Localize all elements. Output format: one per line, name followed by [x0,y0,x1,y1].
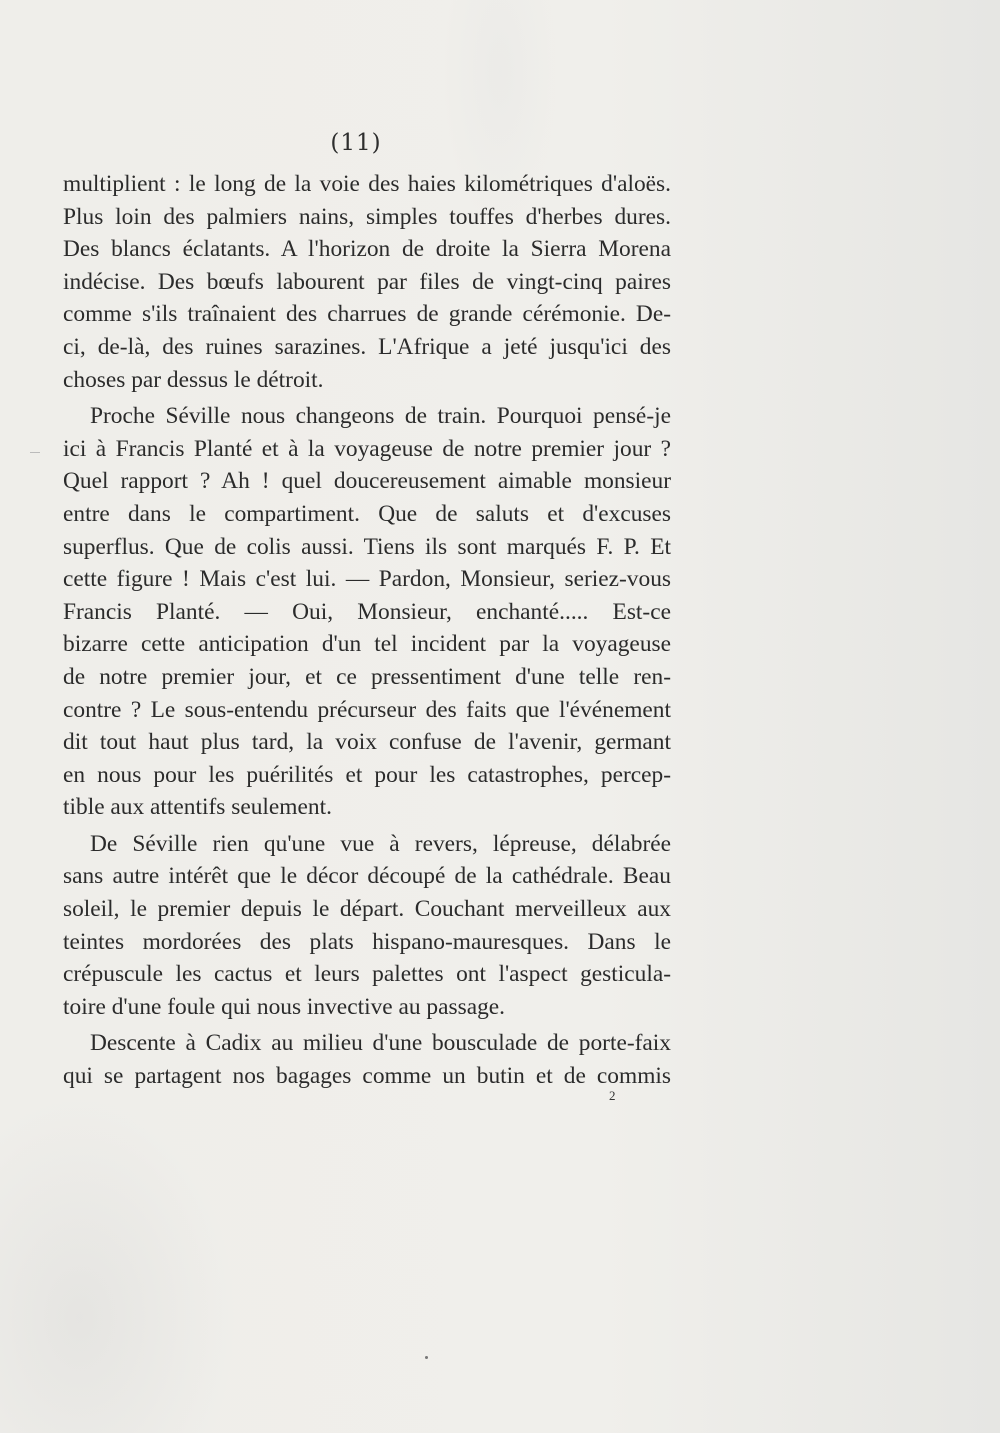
text-line: Des blancs éclatants. A l'horizon de droite la Sierra Morena [63,236,671,263]
text-line: teintes mordorées des plats hispano-mauresques. Dans le [63,928,671,955]
text-line: contre ? Le sous-entendu précurseur des faits que l'événement [63,696,671,723]
text-line: choses par dessus le détroit. [63,366,324,393]
text-line: comme s'ils traînaient des charrues de grande cérémonie. De- [63,301,671,328]
text-line: Proche Séville nous changeons de train. Pourquoi pensé-je [90,403,671,430]
paper-speck [425,1356,428,1359]
text-line: Francis Planté. — Oui, Monsieur, enchanté..... Est-ce [63,598,671,625]
text-line: Quel rapport ? Ah ! quel doucereusement aimable monsieur [63,468,671,495]
text-line: soleil, le premier depuis le départ. Couchant merveilleux aux [63,896,671,923]
margin-mark [30,452,40,453]
text-line: bizarre cette anticipation d'un tel incident par la voyageuse [63,631,671,658]
body-text [63,168,671,1093]
paragraph-3 [63,828,671,1024]
text-line: entre dans le compartiment. Que de saluts et d'excuses [63,500,671,527]
text-line: crépuscule les cactus et leurs palettes ont l'aspect gesticula- [63,961,671,988]
text-line: qui se partagent nos bagages comme un butin et de commis [63,1063,671,1090]
text-line: de notre premier jour, et ce pressentiment d'une telle ren- [63,663,671,690]
signature-mark: 2 [609,1088,616,1103]
text-line: indécise. Des bœufs labourent par files de vingt-cinq paires [63,268,671,295]
text-line: ci, de-là, des ruines sarazines. L'Afrique a jeté jusqu'ici des [63,333,671,360]
text-line: toire d'une foule qui nous invective au passage. [63,993,506,1020]
text-line: cette figure ! Mais c'est lui. — Pardon, Monsieur, seriez-vous [63,566,671,593]
text-line: ici à Francis Planté et à la voyageuse de notre premier jour ? [63,435,671,462]
text-line: multiplient : le long de la voie des haies kilométriques d'aloës. [63,171,671,197]
text-line: tible aux attentifs seulement. [63,794,332,821]
paragraph-2 [63,400,671,824]
text-line: en nous pour les puérilités et pour les catastrophes, percep- [63,761,671,788]
text-line: Plus loin des palmiers nains, simples touffes d'herbes dures. [63,203,671,230]
text-line: sans autre intérêt que le décor découpé de la cathédrale. Beau [63,863,671,890]
text-line: Descente à Cadix au milieu d'une bousculade de porte-faix [90,1030,671,1057]
text-line: dit tout haut plus tard, la voix confuse de l'avenir, germant [63,729,671,756]
text-line: De Séville rien qu'une vue à revers, lépreuse, délabrée [90,830,671,857]
text-line: superflus. Que de colis aussi. Tiens ils sont marqués F. P. Et [63,533,671,560]
paragraph-1 [63,168,671,396]
page-number: (11) [330,130,382,156]
paragraph-4 [63,1027,671,1092]
